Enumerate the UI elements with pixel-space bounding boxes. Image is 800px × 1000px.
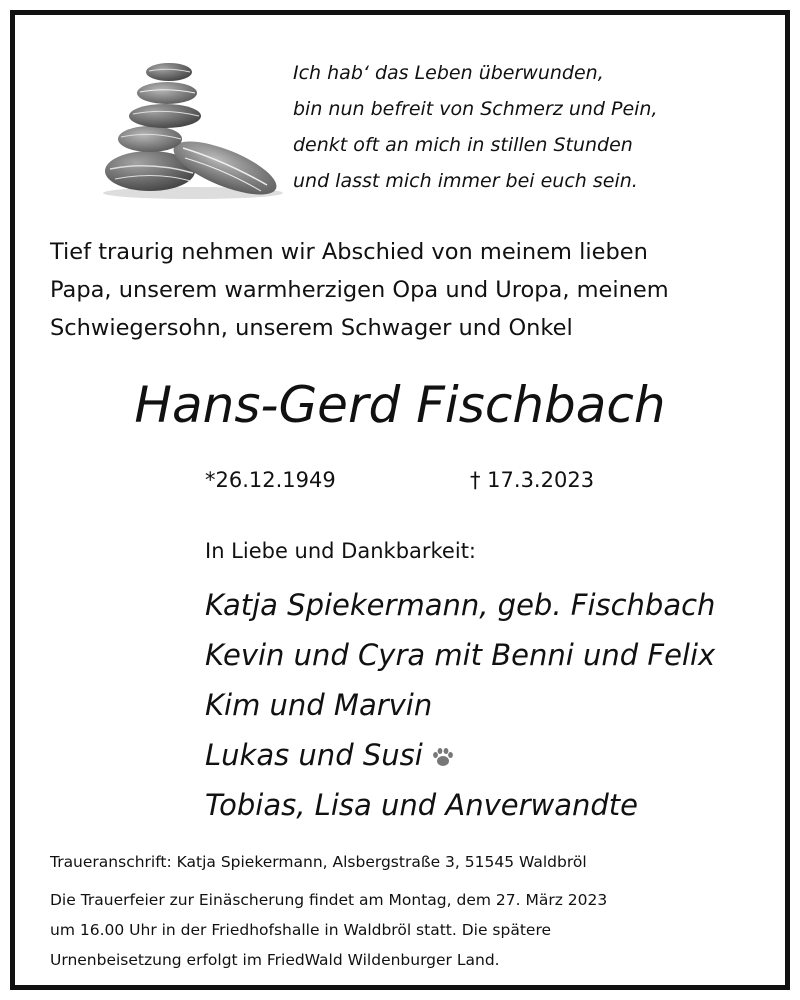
poem-line: und lasst mich immer bei euch sein.: [293, 170, 638, 192]
poem-line: denkt oft an mich in stillen Stunden: [293, 134, 633, 156]
farewell-text: [50, 233, 780, 347]
ceremony-line: um 16.00 Uhr in der Friedhofshalle in Waldbröl statt. Die spätere: [50, 921, 552, 939]
ceremony-line: Die Trauerfeier zur Einäscherung findet am Montag, dem 27. März 2023: [50, 891, 608, 909]
mourners-list: [205, 580, 715, 830]
paw-icon: [431, 746, 455, 768]
ceremony-info: [50, 885, 770, 975]
intro-line: Tief traurig nehmen wir Abschied von meinem lieben: [50, 239, 648, 265]
stacked-stones-image: [95, 43, 290, 203]
death-date: † 17.3.2023: [470, 468, 595, 492]
intro-line: Schwiegersohn, unserem Schwager und Onkel: [50, 315, 573, 341]
mourner-entry: Tobias, Lisa und Anverwandte: [205, 788, 638, 822]
poem-line: Ich hab‘ das Leben überwunden,: [293, 62, 604, 84]
mourner-entry: Kim und Marvin: [205, 688, 433, 722]
poem-line: bin nun befreit von Schmerz und Pein,: [293, 98, 658, 120]
deceased-name: Hans-Gerd Fischbach: [134, 376, 666, 434]
birth-date: *26.12.1949: [205, 468, 336, 492]
mourner-entry: Kevin und Cyra mit Benni und Felix: [205, 638, 716, 672]
poem: [293, 55, 658, 199]
mourners-label: In Liebe und Dankbarkeit:: [205, 539, 477, 563]
mourner-entry: [205, 730, 715, 780]
mourning-address: Traueranschrift: Katja Spiekermann, Alsbergstraße 3, 51545 Waldbröl: [50, 853, 587, 871]
intro-line: Papa, unserem warmherzigen Opa und Uropa, meinem: [50, 277, 669, 303]
ceremony-line: Urnenbeisetzung erfolgt im FriedWald Wildenburger Land.: [50, 951, 500, 969]
mourner-entry-text: Lukas und Susi: [205, 738, 423, 772]
obituary-frame: [10, 10, 790, 990]
mourner-entry: Katja Spiekermann, geb. Fischbach: [205, 588, 716, 622]
